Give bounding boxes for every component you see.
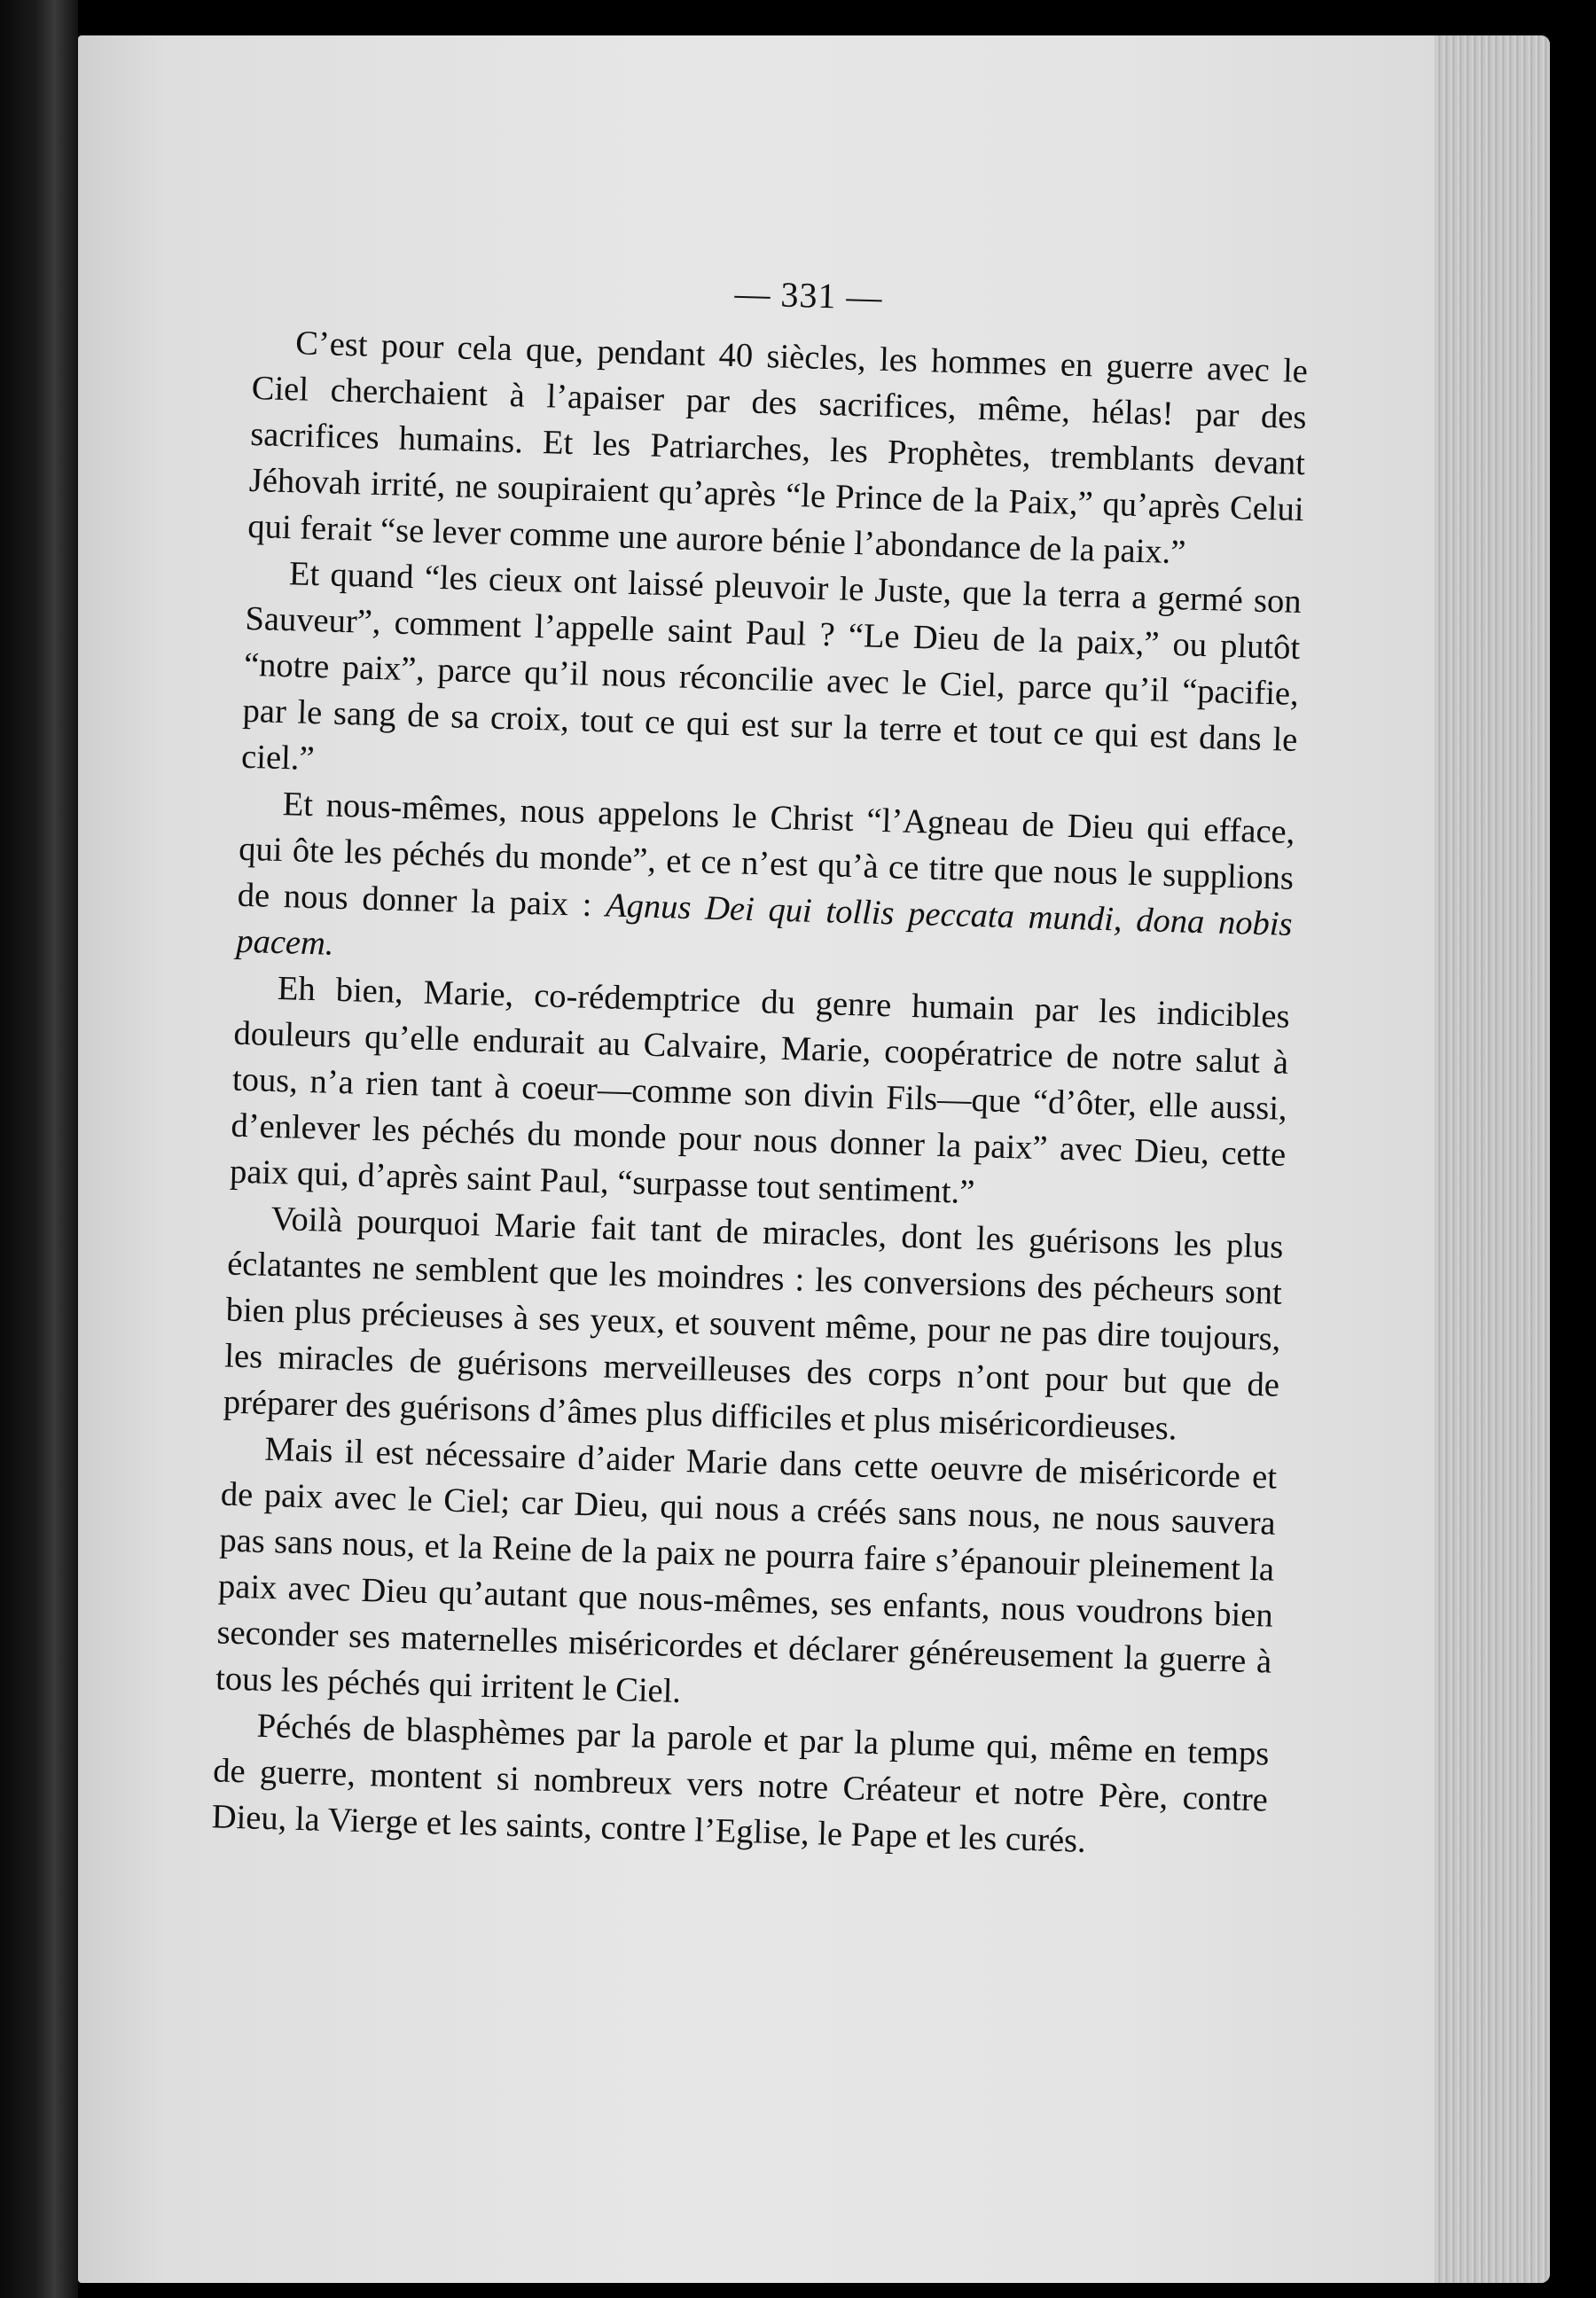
page-edges xyxy=(1435,35,1550,2283)
paragraph-2: Et quand “les cieux ont laissé pleuvoir le Juste, que la terra a germé son Sauveur”, comment l’appelle saint Paul ? “Le Dieu de la paix,” ou plutôt “notre paix”, parce qu’il nous réconcilie avec le Ciel, parce qu’il “pacifie, par le sang de sa croix, tout ce qui est sur la terre et tout ce qui est dans le ciel.” xyxy=(240,555,1303,778)
page-number: — 331 — xyxy=(733,273,884,317)
paragraph-7: Péchés de blasphèmes par la parole et par la plume qui, même en temps de guerre, montent si nombreux vers notre Créateur et notre Père, contre Dieu, la Vierge et les saints, contre l’Eglise, le Pape et les curés. xyxy=(211,1707,1270,1860)
paragraph-3 xyxy=(236,780,1295,994)
book-spine xyxy=(0,0,78,2298)
paragraph-6: Mais il est nécessaire d’aider Marie dans cette oeuvre de miséricorde et de paix avec le Ciel; car Dieu, qui nous a créés sans nous, ne nous sauvera pas sans nous, et la Reine de la paix ne pourra faire s’épanouir pleinement la paix avec Dieu qu’autant que nous-mêmes, ses enfants, nous voudrons bien seconder ses maternelles miséricordes et déclarer généreusement la guerre à tous les péchés qui irritent le Ciel. xyxy=(215,1430,1278,1711)
paragraph-3-text: Et nous-mêmes, nous appelons le Christ “l’Agneau de Dieu qui efface, qui ôte les péchés du monde”, et ce n’est qu’à ce titre que nous le supplions de nous donner la paix : xyxy=(237,786,1295,924)
paragraph-5: Voilà pourquoi Marie fait tant de miracles, dont les guérisons les plus éclatantes ne semblent que les moindres : les conversions des pécheurs sont bien plus précieuses à ses yeux, et souvent même, pour ne pas dire toujours, les miracles de guérisons merveilleuses des corps n’ont pour but que de préparer des guérisons d’âmes plus difficiles et plus miséricordieuses. xyxy=(223,1200,1284,1448)
paragraph-1: C’est pour cela que, pendant 40 siècles, les hommes en guerre avec le Ciel cherchaient à l’apaiser par des sacrifices, même, hélas! par des sacrifices humains. Et les Patriarches, les Prophètes, tremblants devant Jéhovah irrité, ne soupiraient qu’après “le Prince de la Paix,” qu’après Celui qui ferait “se lever comme une aurore bénie l’abondance de la paix.” xyxy=(246,324,1309,572)
latin-quote: Agnus Dei qui tollis peccata mundi, dona nobis pacem. xyxy=(235,887,1294,963)
book-page xyxy=(78,35,1550,2283)
page-text-block xyxy=(211,257,1310,1870)
paragraph-4: Eh bien, Marie, co-rédemptrice du genre humain par les indicibles douleurs qu’elle endurait au Calvaire, Marie, coopératrice de notre salut à tous, n’a rien tant à coeur—comme son divin Fils—que “d’ôter, elle aussi, d’enlever les péchés du monde pour nous donner la paix” avec Dieu, cette paix qui, d’après saint Paul, “surpasse tout sentiment.” xyxy=(229,970,1291,1212)
